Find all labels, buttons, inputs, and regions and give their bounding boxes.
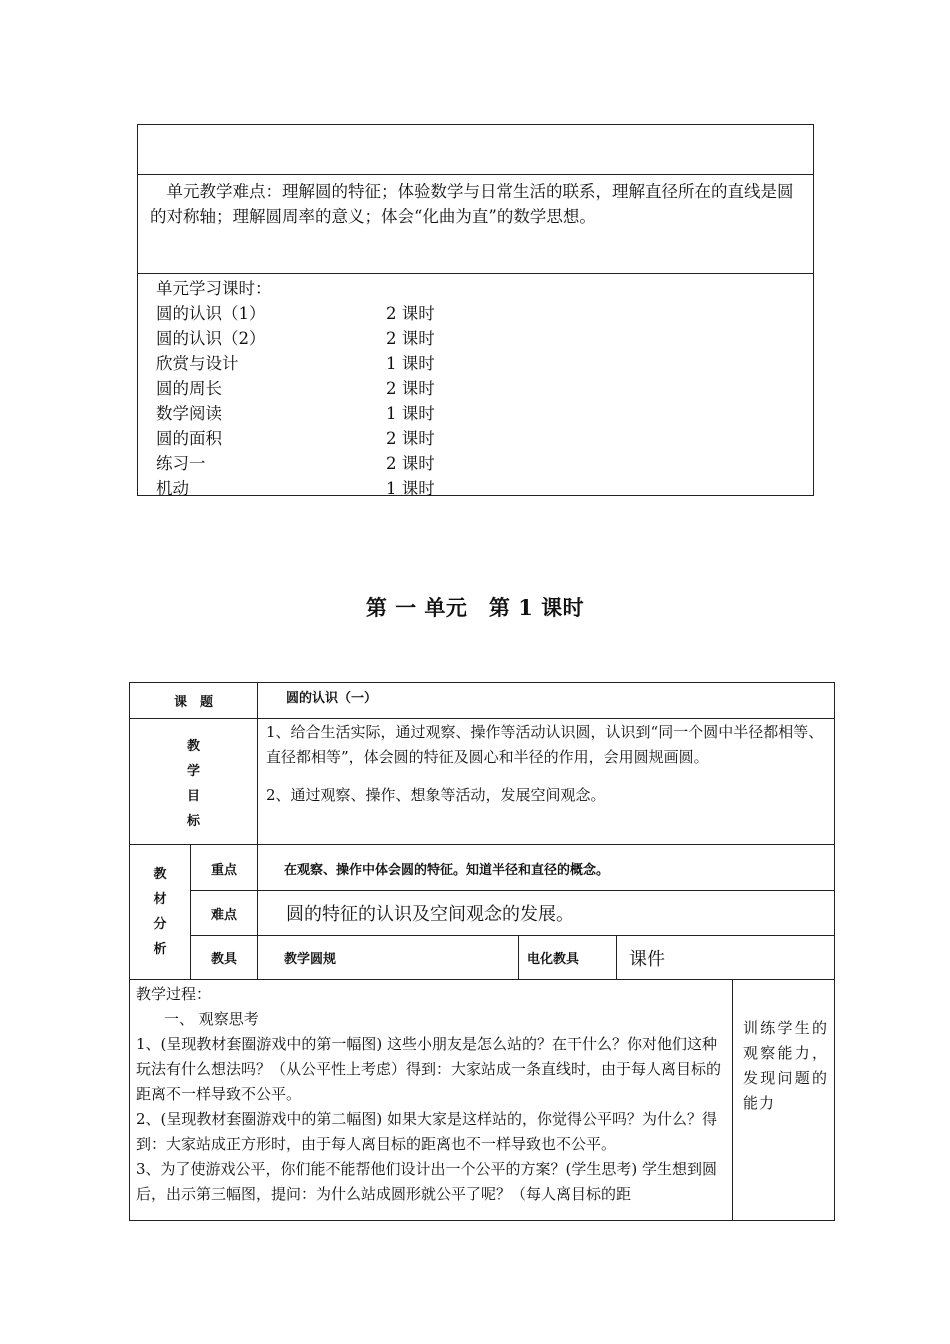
goals-label-char: 标 — [187, 814, 201, 829]
schedule-name: 圆的面积 — [156, 429, 222, 448]
unit-difficulty: 单元教学难点：理解圆的特征；体验数学与日常生活的联系，理解直径所在的直线是圆的对称轴；理解圆周率的意义；体会“化曲为直”的数学思想。 — [138, 175, 813, 274]
schedule-row — [156, 426, 813, 451]
schedule-name: 数学阅读 — [156, 404, 222, 423]
process-section-1: 一、 观察思考 — [164, 1010, 259, 1028]
schedule-hours: 2 课时 — [386, 329, 435, 348]
goal-2: 2、通过观察、操作、想象等活动，发展空间观念。 — [266, 786, 606, 804]
side-note-cell — [733, 980, 835, 1221]
process-paragraph-3: 3、为了使游戏公平，你们能不能帮他们设计出一个公平的方案？(学生思考) 学生想到圆后，出示第三幅图，提问：为什么站成圆形就公平了呢？（每人离目标的距 — [136, 1160, 718, 1203]
media-value: 课件 — [629, 948, 666, 970]
schedule-hours: 2 课时 — [386, 379, 435, 398]
schedule-row — [156, 451, 813, 476]
diff-value-cell — [258, 891, 835, 936]
side-note: 训练学生的观察能力，发现问题的能力 — [743, 1019, 829, 1112]
topic-value: 圆的认识（一） — [286, 691, 378, 706]
schedule-hours: 2 课时 — [386, 304, 435, 323]
diff-label: 难点 — [211, 907, 238, 923]
schedule-row — [156, 301, 813, 326]
schedule-name: 圆的周长 — [156, 379, 222, 398]
process-cell — [130, 980, 733, 1221]
process-title: 教学过程： — [136, 985, 212, 1003]
media-label: 电化教具 — [527, 952, 580, 967]
analysis-label-char: 教 — [153, 867, 167, 882]
unit-schedule — [138, 274, 813, 501]
analysis-label-cell — [130, 845, 191, 980]
schedule-hours: 1 课时 — [386, 404, 435, 423]
topic-label: 课 题 — [174, 695, 214, 710]
key-label: 重点 — [211, 863, 238, 878]
media-label-cell — [519, 936, 617, 980]
unit-info-box — [137, 124, 814, 496]
goal-1: 1、给合生活实际，通过观察、操作等活动认识圆，认识到“同一个圆中半径都相等、直径都相等”，体会圆的特征及圆心和半径的作用，会用圆规画圆。 — [266, 723, 824, 766]
goals-label-cell — [130, 719, 258, 845]
process-paragraph-1: 1、(呈现教材套圈游戏中的第一幅图) 这些小朋友是怎么站的？在干什么？你对他们这种玩法有什么想法吗？（从公平性上考虑）得到：大家站成一条直线时，由于每人离目标的距离不一样导致不公平。 — [136, 1035, 722, 1103]
schedule-name: 圆的认识（1） — [156, 304, 266, 323]
media-value-cell — [617, 936, 835, 980]
key-value: 在观察、操作中体会圆的特征。知道半径和直径的概念。 — [284, 863, 610, 878]
schedule-title: 单元学习课时： — [156, 279, 272, 298]
schedule-name: 练习一 — [156, 454, 206, 473]
tools-value: 教学圆规 — [284, 952, 337, 967]
schedule-row — [156, 351, 813, 376]
schedule-row — [156, 326, 813, 351]
tools-label-cell — [191, 936, 258, 980]
key-value-cell — [258, 845, 835, 891]
goals-label-char: 教 — [187, 739, 201, 754]
schedule-name: 机动 — [156, 479, 189, 498]
analysis-label-char: 分 — [153, 917, 167, 932]
schedule-hours: 1 课时 — [386, 479, 435, 498]
analysis-label-char: 析 — [153, 942, 167, 957]
key-label-cell — [191, 845, 258, 891]
tools-label: 教具 — [211, 952, 238, 967]
topic-value-cell — [258, 683, 835, 719]
goals-cell — [258, 719, 835, 845]
goals-label-char: 目 — [187, 789, 201, 804]
schedule-name: 圆的认识（2） — [156, 329, 266, 348]
schedule-hours: 2 课时 — [386, 454, 435, 473]
lesson-table — [129, 682, 835, 1221]
goals-label-char: 学 — [187, 764, 201, 779]
diff-value: 圆的特征的认识及空间观念的发展。 — [286, 904, 575, 925]
analysis-label-char: 材 — [153, 892, 167, 907]
schedule-row — [156, 401, 813, 426]
schedule-hours: 2 课时 — [386, 429, 435, 448]
tools-value-cell — [258, 936, 519, 980]
lesson-heading: 第 一 单元 第 1 课时 — [365, 595, 585, 620]
diff-label-cell — [191, 891, 258, 936]
topic-label-cell — [130, 683, 258, 719]
empty-row — [138, 125, 813, 175]
process-paragraph-2: 2、(呈现教材套圈游戏中的第二幅图) 如果大家是这样站的，你觉得公平吗？为什么？得到：大家站成正方形时，由于每人离目标的距离也不一样导致也不公平。 — [136, 1110, 718, 1153]
schedule-hours: 1 课时 — [386, 354, 435, 373]
schedule-name: 欣赏与设计 — [156, 354, 239, 373]
schedule-row — [156, 476, 813, 501]
schedule-row — [156, 376, 813, 401]
